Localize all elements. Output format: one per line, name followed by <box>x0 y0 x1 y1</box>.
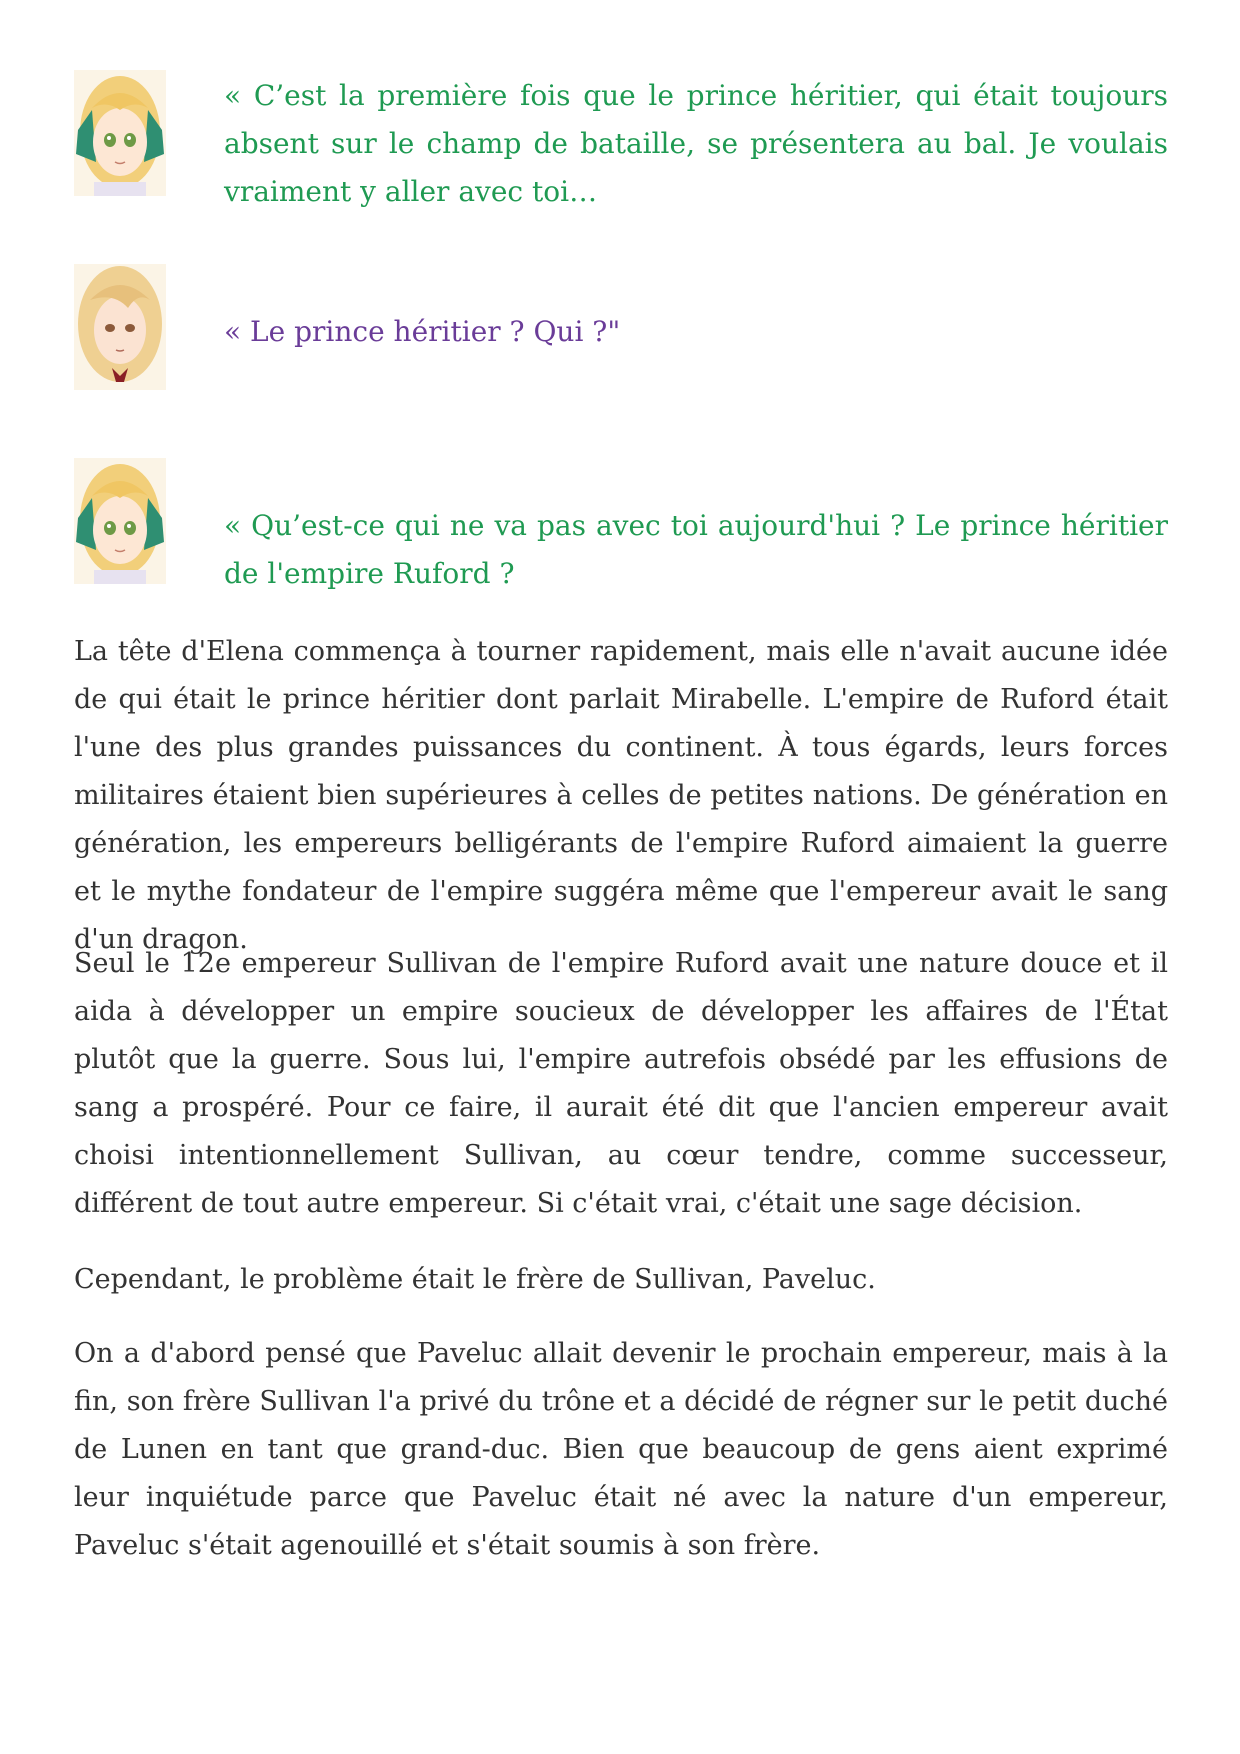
dialogue-block <box>74 458 1168 588</box>
blonde-girl-green-ribbons-avatar <box>74 70 166 196</box>
narration-paragraph: Cependant, le problème était le frère de Sullivan, Paveluc. <box>74 1264 876 1295</box>
blonde-girl-green-ribbons-avatar <box>74 458 166 584</box>
blonde-woman-avatar <box>74 264 166 390</box>
narration-paragraph: Seul le 12e empereur Sullivan de l'empire Ruford avait une nature douce et il aida à développer un empire soucieux de développer les affaires de l'État plutôt que la guerre. Sous lui, l'empire autrefois obsédé par les effusions de sang a prospéré. Pour ce faire, il aurait été dit que l'ancien empereur avait choisi intentionnellement Sullivan, au cœur tendre, comme successeur, différent de tout autre empereur. Si c'était vrai, c'était une sage décision. <box>74 948 1168 1219</box>
dialogue-block <box>74 264 1168 394</box>
dialogue-text: « C’est la première fois que le prince héritier, qui était toujours absent sur le champ de bataille, se présentera au bal. Je voulais vraiment y aller avec toi… <box>224 79 1168 208</box>
narration-paragraph: On a d'abord pensé que Paveluc allait devenir le prochain empereur, mais à la fin, son frère Sullivan l'a privé du trône et a décidé de régner sur le petit duché de Lunen en tant que grand-duc. Bien que beaucoup de gens aient exprimé leur inquiétude parce que Paveluc était né avec la nature d'un empereur, Paveluc s'était agenouillé et s'était soumis à son frère. <box>74 1338 1168 1561</box>
dialogue-text: « Le prince héritier ? Qui ?" <box>224 315 621 348</box>
dialogue-text: « Qu’est-ce qui ne va pas avec toi aujourd'hui ? Le prince héritier de l'empire Ruford ? <box>224 509 1168 590</box>
narration-paragraph: La tête d'Elena commença à tourner rapidement, mais elle n'avait aucune idée de qui était le prince héritier dont parlait Mirabelle. L'empire de Ruford était l'une des plus grandes puissances du continent. À tous égards, leurs forces militaires étaient bien supérieures à celles de petites nations. De génération en génération, les empereurs belligérants de l'empire Ruford aimaient la guerre et le mythe fondateur de l'empire suggéra même que l'empereur avait le sang d'un dragon. <box>74 636 1168 955</box>
dialogue-block <box>74 70 1168 208</box>
